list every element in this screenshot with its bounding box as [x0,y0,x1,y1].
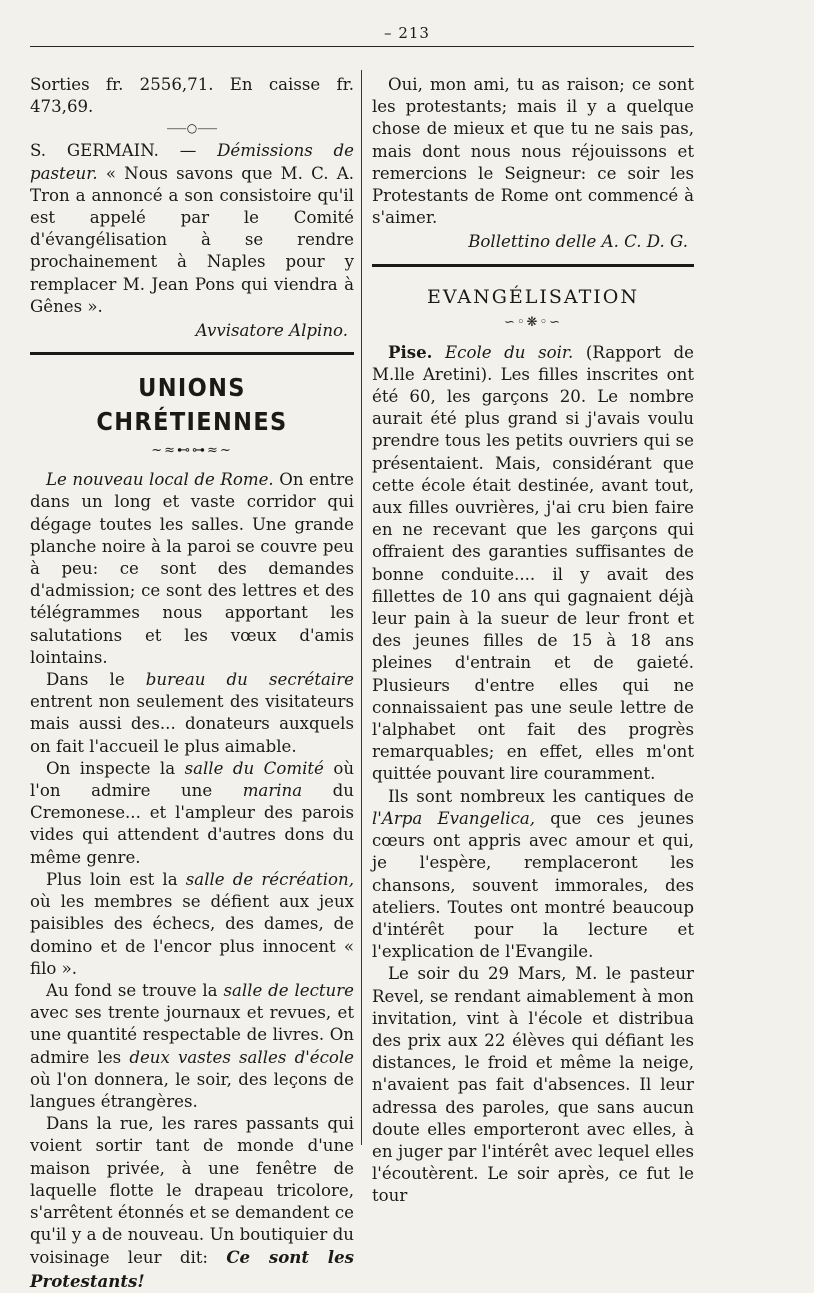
comite-text-a: On inspecte la [46,758,185,778]
accounts-line: Sorties fr. 2556,71. En caisse fr. 473,69. [30,75,354,117]
paragraph-lecture [30,980,354,1113]
lecture-text-b: avec ses trente journaux et revues, et une quantité respectable de livres. On admire les [30,1003,354,1067]
lecture-text-c: où l'on donnera, le soir, des leçons de langues étrangères. [30,1069,354,1111]
protestants-quote: Ce sont les Protestants! [30,1247,354,1291]
recreation-term: salle de récréation, [185,869,354,889]
rue-text: Dans la rue, les rares passants qui voient sortir tant de monde d'une maison privée, à une fenêtre de laquelle flotte le drapeau tricolore, s'arrêtent étonnés et se demandent ce qu'il y a de nouveau. Un boutiquier du voisinage leur dit: [30,1114,354,1268]
bureau-text-a: Dans le [46,670,146,690]
lecture-text-a: Au fond se trouve la [46,980,224,1000]
header-rule [30,46,694,47]
germain-text: « Nous savons que M. C. A. Tron a annoncé a son consistoire qu'il est appelé par le Comité d'évangélisation à se rendre prochainement à Naples pour y remplacer M. Jean Pons qui viendra à Gênes ». [30,163,354,316]
right-column [372,74,694,1208]
bollettino-source: Bollettino delle A. C. D. G. [468,232,688,252]
rome-text: On entre dans un long et vaste corridor qui dégage toutes les salles. Une grande planche noire à la paroi se couvre peu à peu: ce sont des demandes d'admission; ce sont des lettres et des télégrammes nous apportant les salutations et les vœux d'amis lointains. [30,470,354,667]
pise-place: Pise. [388,341,433,362]
bureau-text-b: entrent non seulement des visitateurs mais aussi des... donateurs auxquels on fait l'accueil le plus aimable. [30,692,354,756]
comite-text-c: du Cremonese... et l'ampleur des parois vides qui attendent d'autres dons du même genre. [30,781,354,867]
bureau-term: bureau du secrétaire [145,670,354,690]
rome-title: Le nouveau local de Rome. [46,470,274,490]
ecole-term: deux vastes salles d'école [129,1047,354,1067]
recreation-text-b: où les membres se défient aux jeux paisibles des échecs, des dames, de domino et de l'encor plus innocent « filo ». [30,892,354,978]
germain-place: S. GERMAIN. — [30,141,218,161]
paragraph-bureau [30,669,354,758]
section-separator [30,352,354,355]
cantiques-text-b: que ces jeunes cœurs ont appris avec amour et qui, je l'espère, remplaceront les chansons, souvent immorales, des ateliers. Toutes ont montré beaucoup d'intérêt pour la lecture et l'explication de l'Evangile. [372,808,694,962]
recreation-text-a: Plus loin est la [46,869,186,889]
germain-title: Démissions de pasteur. [30,141,355,183]
paragraph-recreation [30,869,354,980]
germain-paragraph [30,140,354,318]
page-number: – 213 [384,24,430,42]
evangelisation-heading: EVANGÉLISATION [427,285,639,308]
column-divider [361,70,362,1145]
germain-source: Avvisatore Alpino. [195,321,348,341]
paragraph-comite [30,758,354,869]
section-separator-right [372,264,694,267]
paragraph-pise [372,341,694,786]
unions-heading: UNIONS CHRÉTIENNES [96,373,288,437]
marina-term: marina [242,781,303,801]
paragraph-rome [30,469,354,669]
comite-term: salle du Comité [184,758,324,778]
evangelisation-ornament: ∽◦❋◦∽ [503,314,562,330]
paragraph-cantiques [372,786,694,964]
small-ornament: ⸺○⸺ [166,121,218,136]
paragraph-revel: Le soir du 29 Mars, M. le pasteur Revel, se rendant aimablement à mon invitation, vint à l'école et distribua des prix aux 22 élèves qui défiant les distances, le froid et même la neige, n'avaient pas fait d'absences. Il leur adressa des paroles, que sans aucun doute elles emporteront avec elles, à en juger par l'intérêt avec lequel elles l'écoutèrent. Le soir après, ce fut le tour [372,964,694,1206]
paragraph-oui: Oui, mon ami, tu as raison; ce sont les protestants; mais il y a quelque chose de mieux et que tu ne sais pas, mais dont nous nous réjouissons et remercions le Seigneur: ce soir les Protestants de Rome ont commencé à s'aimer. [372,75,694,228]
comite-text-b: où l'on admire une [30,758,355,801]
left-column [30,74,354,1293]
paragraph-rue [30,1113,354,1293]
pise-title: Ecole du soir. [432,342,574,362]
unions-ornament: ~≈⊷⊶≈~ [151,443,233,459]
cantiques-text-a: Ils sont nombreux les cantiques de [388,786,694,806]
lecture-term: salle de lecture [223,980,354,1000]
arpa-term: l'Arpa Evangelica, [372,808,536,828]
pise-text: (Rapport de M.lle Aretini). Les filles inscrites ont été 60, les garçons 20. Le nombre aurait été plus grand si j'avais voulu prendre tous les petits ouvriers qui se présentaient. Mais, considérant que cette école était destinée, avant tout, aux filles ouvrières, j'ai cru bien faire en ne recevant que les garçons qui offraient des garanties suffisantes de bonne conduite.... il y avait des fillettes de 10 ans qui gagnaient déjà leur pain à la sueur de leur front et des jeunes filles de 15 à 18 ans pleines d'entrain et de gaieté. Plusieurs d'entre elles qui ne connaissaient pas une seule lettre de l'alphabet ont fait des progrès remarquables; en effet, elles m'ont quittée pouvant lire couramment. [372,342,694,784]
